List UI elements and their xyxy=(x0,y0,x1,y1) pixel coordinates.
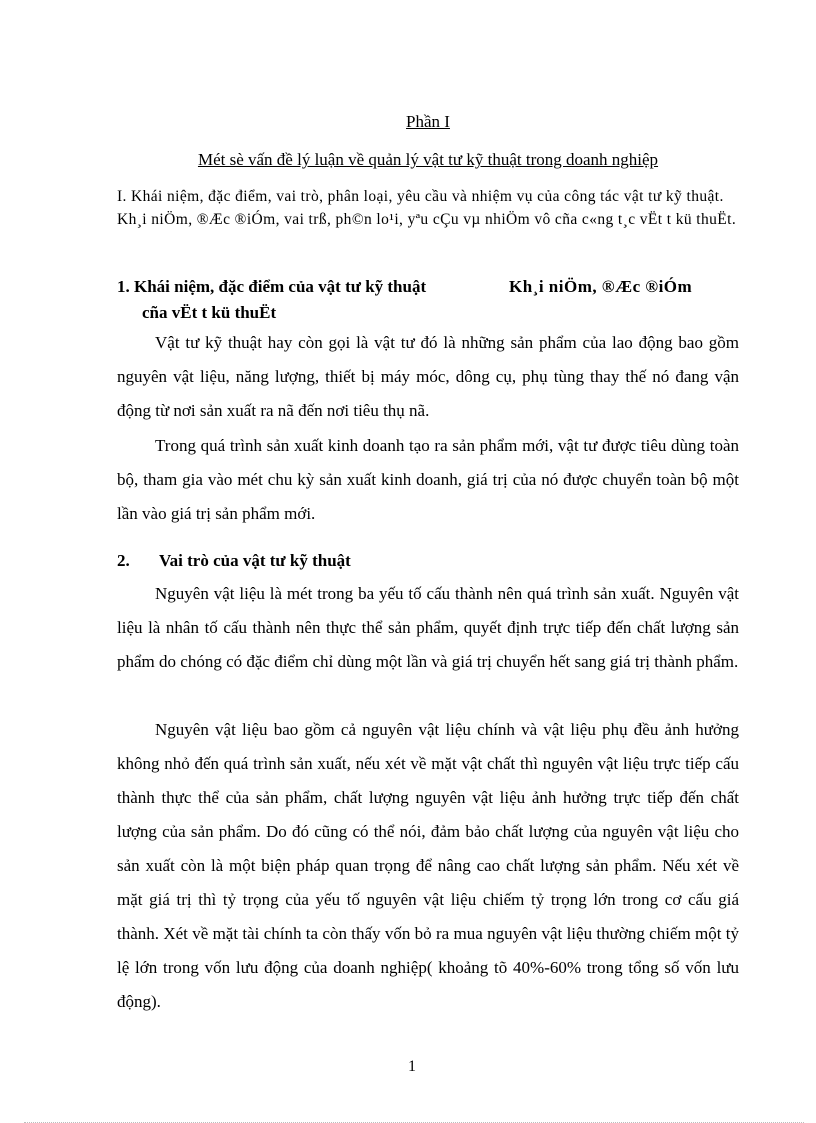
section-i-text: Khái niệm, đặc điểm, vai trò, phân loại, yêu cầu và nhiệm vụ của công tác vật tư kỹ thuật. Kh¸i niÖm, ®Æc ®iÓm, vai trß, ph©n lo¹i, yªu cÇu vµ nhiÖm vô cña c«ng t¸c vËt t kü thuËt. xyxy=(117,188,737,228)
paragraph-1: Vật tư kỹ thuật hay còn gọi là vật tư đó là những sản phẩm của lao động bao gồm nguyên vật liệu, năng lượng, thiết bị máy móc, dông cụ, phụ tùng thay thế nó đang vận động từ nơi sản xuất ra nã đến nơi tiêu thụ nã. xyxy=(117,333,739,420)
paragraph-4: Nguyên vật liệu bao gồm cả nguyên vật liệu chính và vật liệu phụ đều ảnh hưởng không nhỏ đến quá trình sản xuất, nếu xét về mặt vật chất thì nguyên vật liệu trực tiếp cấu thành thực thể của sản phẩm, chất lượng nguyên vật liệu ảnh hưởng trực tiếp đến chất lượng của sản phẩm. Do đó cũng có thể nói, đảm bảo chất lượng của nguyên vật liệu cho sản xuất còn là một biện pháp quan trọng để nâng cao chất lượng sản phẩm. Nếu xét về mặt giá trị thì tỷ trọng của yếu tố nguyên vật liệu chiếm tỷ trọng lớn trong cơ cấu giá thành. Xét về mặt tài chính ta còn thấy vốn bỏ ra mua nguyên vật liệu thường chiếm một tỷ lệ lớn trong vốn lưu động của doanh nghiệp( khoảng tõ 40%-60% trong tổng số vốn lưu động). xyxy=(117,720,739,1011)
heading-2-text: Vai trò của vật tư kỹ thuật xyxy=(158,551,351,570)
section-i-number: I. xyxy=(117,188,127,205)
heading-1-garbled-2: cña vËt t kü thuËt xyxy=(142,303,277,322)
heading-1 xyxy=(117,274,739,326)
heading-1-garbled-1: Kh¸i niÖm, ®Æc ®iÓm xyxy=(509,277,693,296)
section-i-heading xyxy=(117,185,739,231)
heading-2 xyxy=(117,551,739,571)
main-title: Mét sè vấn đề lý luận về quản lý vật tư kỹ thuật trong doanh nghiệp xyxy=(197,150,659,169)
heading-1-text: Khái niệm, đặc điểm của vật tư kỹ thuật xyxy=(134,277,427,296)
paragraph-2: Trong quá trình sản xuất kinh doanh tạo ra sản phẩm mới, vật tư được tiêu dùng toàn bộ, tham gia vào mét chu kỳ sản xuất kinh doanh, giá trị của nó được chuyển toàn bộ một lần vào giá trị sản phẩm mới. xyxy=(117,436,739,523)
heading-1-number: 1. xyxy=(117,277,130,296)
heading-2-number: 2. xyxy=(117,551,130,570)
part-title: Phần I xyxy=(406,112,450,131)
paragraph-3: Nguyên vật liệu là mét trong ba yếu tố cấu thành nên quá trình sản xuất. Nguyên vật liệu là nhân tố cấu thành nên thực thể sản phẩm, quyết định trực tiếp đến chất lượng sản phẩm do chóng có đặc điểm chỉ dùng một lần và giá trị chuyển hết sang giá trị thành phẩm. xyxy=(117,584,739,671)
page-number: 1 xyxy=(408,1058,416,1075)
